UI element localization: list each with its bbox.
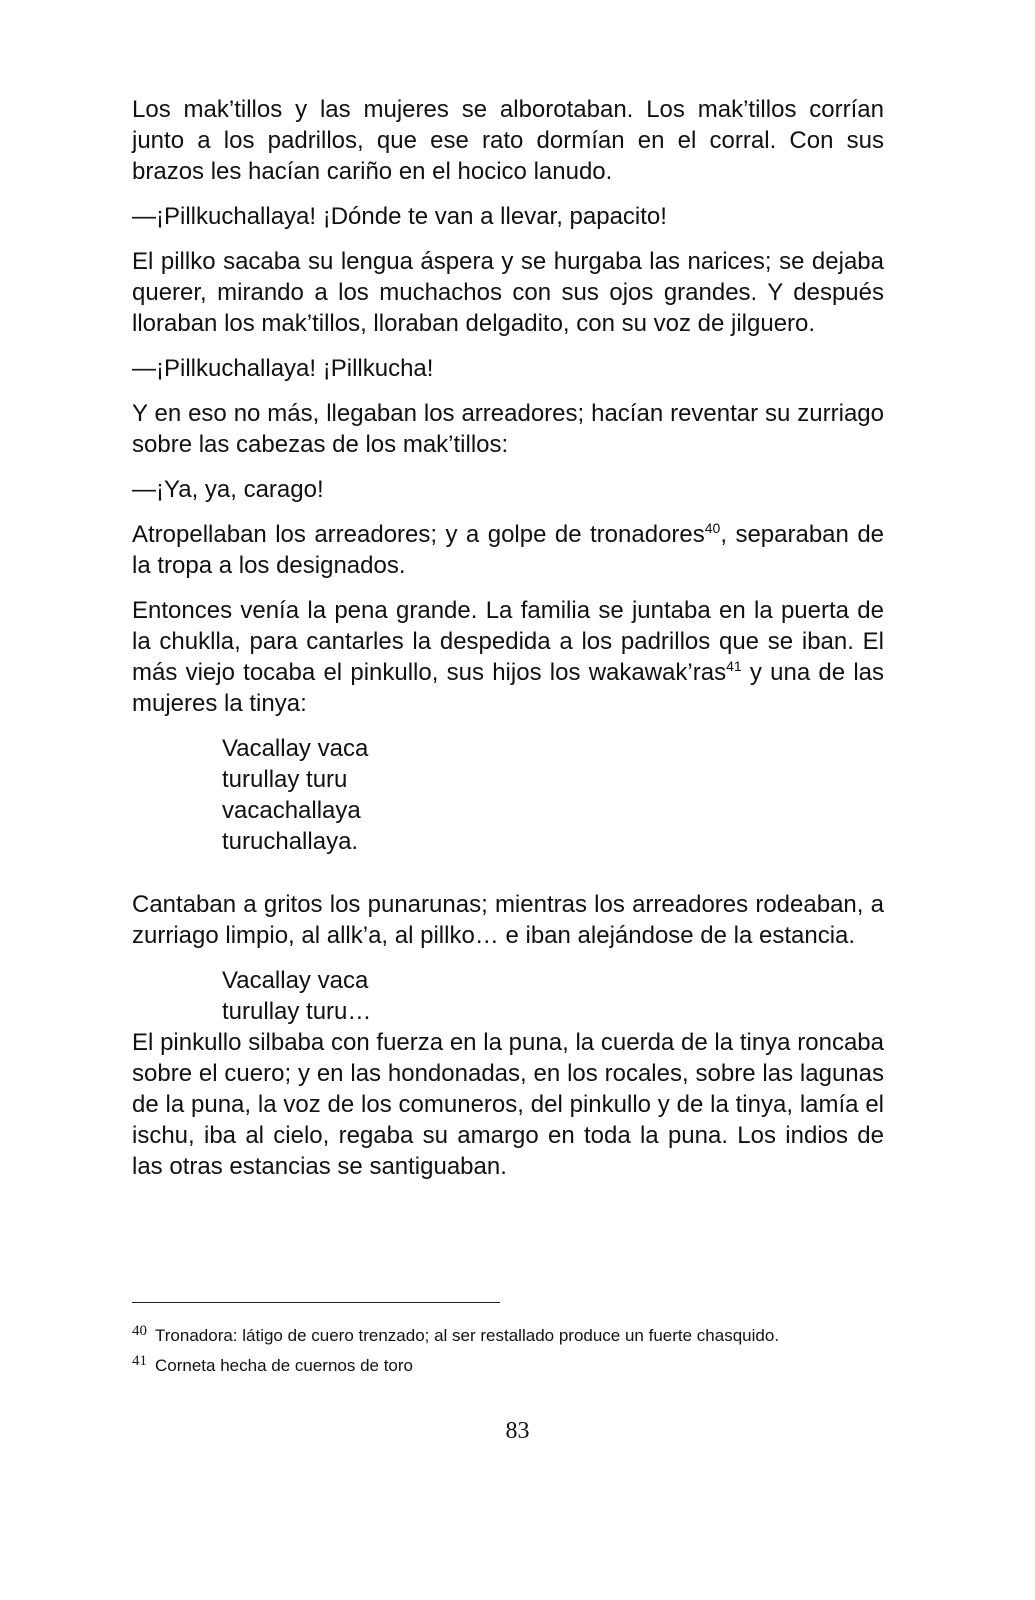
verse-line: vacachallaya [222, 797, 361, 824]
body-text [132, 94, 884, 1196]
verse-line: turullay turu [222, 766, 348, 793]
paragraph-text: y una de las mujeres la tinya: [132, 659, 885, 717]
footnote [132, 1346, 892, 1376]
verse-line: turullay turu… [222, 998, 372, 1025]
verse-line: Vacallay vaca [222, 967, 369, 994]
song-verse [132, 733, 884, 857]
paragraph: Y en eso no más, llegaban los arreadores; hacían reventar su zurriago sobre las cabezas de los mak’tillos: [132, 400, 884, 458]
footnote-number: 41 [132, 1353, 147, 1369]
footnote-reference[interactable]: 40 [704, 520, 721, 536]
footnote [132, 1316, 892, 1346]
dialogue-line: —¡Ya, ya, carago! [132, 476, 324, 503]
song-verse [132, 965, 884, 1027]
footnote-divider [132, 1302, 500, 1303]
paragraph: El pillko sacaba su lengua áspera y se hurgaba las narices; se dejaba querer, mirando a los muchachos con sus ojos grandes. Y después lloraban los mak’tillos, lloraban delgadito, con su voz de jilguero. [132, 248, 884, 337]
paragraph [132, 519, 884, 581]
paragraph-text: Entonces venía la pena grande. La familia se juntaba en la puerta de la chuklla, para cantarles la despedida a los padrillos que se iban. El más viejo tocaba el pinkullo, sus hijos los wakawak’ras [132, 597, 884, 686]
page-number: 83 [505, 1418, 530, 1444]
footnote-text: Tronadora: látigo de cuero trenzado; al ser restallado produce un fuerte chasquido. [155, 1326, 780, 1345]
verse-line: Vacallay vaca [222, 735, 369, 762]
footnote-reference[interactable]: 41 [726, 658, 742, 674]
dialogue-line: —¡Pillkuchallaya! ¡Dónde te van a llevar, papacito! [132, 203, 667, 230]
footnote-text: Corneta hecha de cuernos de toro [155, 1356, 414, 1375]
paragraph: Los mak’tillos y las mujeres se alborotaban. Los mak’tillos corrían junto a los padrillos, que ese rato dormían en el corral. Con sus brazos les hacían cariño en el hocico lanudo. [132, 96, 884, 185]
paragraph: Cantaban a gritos los punarunas; mientras los arreadores rodeaban, a zurriago limpio, al allk’a, al pillko… e iban alejándose de la estancia. [132, 891, 884, 949]
paragraph-text: , separaban de la tropa a los designados. [132, 521, 885, 579]
paragraph-text: Atropellaban los arreadores; y a golpe de tronadores [132, 521, 705, 548]
footnote-number: 40 [132, 1323, 147, 1339]
paragraph [132, 595, 884, 719]
verse-line: turuchallaya. [222, 828, 359, 855]
paragraph: El pinkullo silbaba con fuerza en la puna, la cuerda de la tinya roncaba sobre el cuero; y en las hondonadas, en los rocales, sobre las lagunas de la puna, la voz de los comuneros, del pinkullo y de la tinya, lamía el ischu, iba al cielo, regaba su amargo en toda la puna. Los indios de las otras estancias se santiguaban. [132, 1029, 884, 1180]
dialogue-line: —¡Pillkuchallaya! ¡Pillkucha! [132, 355, 434, 382]
footnotes [132, 1316, 892, 1376]
